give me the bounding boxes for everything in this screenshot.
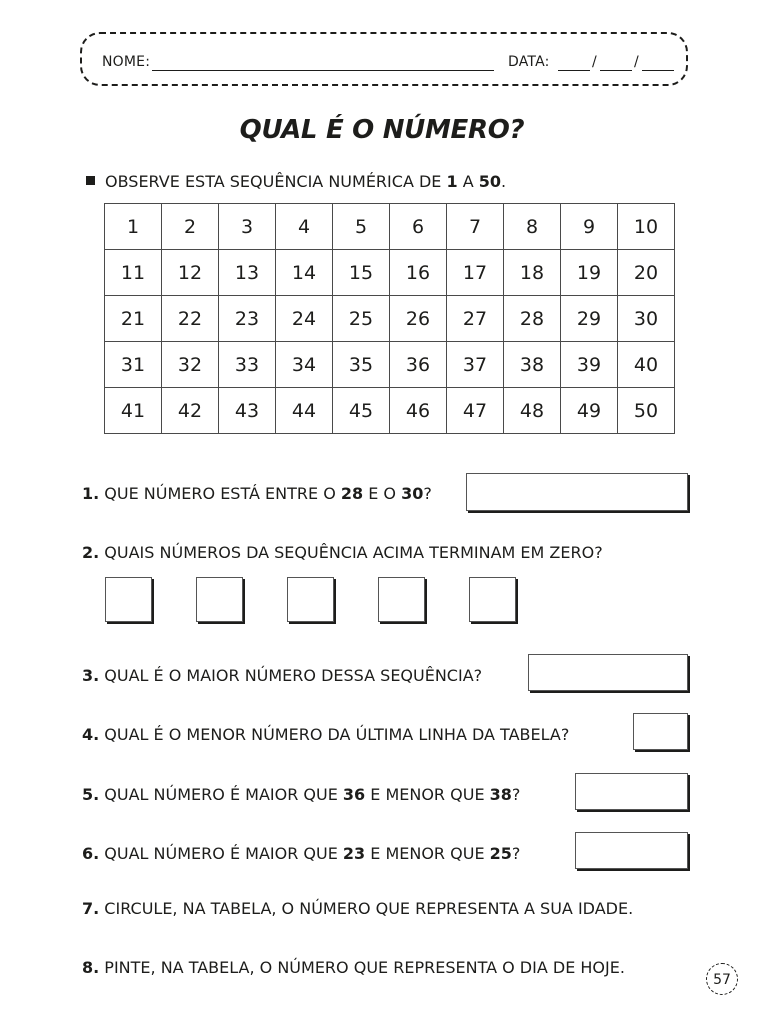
question-value: 25 (489, 844, 512, 863)
table-cell[interactable]: 15 (333, 250, 390, 296)
table-cell[interactable]: 21 (105, 296, 162, 342)
table-cell[interactable]: 36 (390, 342, 447, 388)
table-cell[interactable]: 42 (162, 388, 219, 434)
question-text: ? (511, 785, 521, 804)
page-title: QUAL É O NÚMERO? (239, 115, 525, 145)
name-label: NOME: (102, 54, 151, 70)
answer-box-4[interactable] (633, 713, 688, 750)
question-number: 7. (82, 899, 100, 918)
table-cell[interactable]: 20 (618, 250, 675, 296)
table-cell[interactable]: 49 (561, 388, 618, 434)
name-field[interactable] (152, 70, 494, 71)
table-cell[interactable]: 27 (447, 296, 504, 342)
question-text: QUAIS NÚMEROS DA SEQUÊNCIA ACIMA TERMINAM EM ZERO? (99, 543, 603, 562)
table-cell[interactable]: 17 (447, 250, 504, 296)
answer-box-2e[interactable] (469, 577, 516, 622)
table-cell[interactable]: 6 (390, 204, 447, 250)
question-text: QUE NÚMERO ESTÁ ENTRE O (99, 484, 341, 503)
table-cell[interactable]: 30 (618, 296, 675, 342)
table-cell[interactable]: 38 (504, 342, 561, 388)
question-6 (82, 844, 520, 863)
table-row (105, 342, 675, 388)
table-cell[interactable]: 31 (105, 342, 162, 388)
table-cell[interactable]: 46 (390, 388, 447, 434)
answer-box-5[interactable] (575, 773, 688, 810)
question-text: QUAL É O MAIOR NÚMERO DESSA SEQUÊNCIA? (99, 666, 483, 685)
table-cell[interactable]: 8 (504, 204, 561, 250)
table-cell[interactable]: 43 (219, 388, 276, 434)
table-cell[interactable]: 24 (276, 296, 333, 342)
question-1 (82, 484, 432, 503)
table-cell[interactable]: 4 (276, 204, 333, 250)
intro-text: . (501, 172, 507, 191)
intro-from: 1 (446, 172, 458, 191)
table-cell[interactable]: 7 (447, 204, 504, 250)
answer-box-2c[interactable] (287, 577, 334, 622)
table-cell[interactable]: 9 (561, 204, 618, 250)
date-separator: / (592, 54, 597, 70)
answer-box-2d[interactable] (378, 577, 425, 622)
question-3 (82, 666, 482, 685)
table-cell[interactable]: 26 (390, 296, 447, 342)
table-cell[interactable]: 12 (162, 250, 219, 296)
table-cell[interactable]: 39 (561, 342, 618, 388)
table-cell[interactable]: 28 (504, 296, 561, 342)
table-cell[interactable]: 35 (333, 342, 390, 388)
question-text: CIRCULE, NA TABELA, O NÚMERO QUE REPRESENTA A SUA IDADE. (99, 899, 634, 918)
question-text: QUAL É O MENOR NÚMERO DA ÚLTIMA LINHA DA TABELA? (99, 725, 570, 744)
table-cell[interactable]: 37 (447, 342, 504, 388)
question-number: 6. (82, 844, 100, 863)
answer-box-1[interactable] (466, 473, 688, 511)
question-5 (82, 785, 520, 804)
question-text: PINTE, NA TABELA, O NÚMERO QUE REPRESENTA O DIA DE HOJE. (99, 958, 625, 977)
question-number: 3. (82, 666, 100, 685)
table-cell[interactable]: 40 (618, 342, 675, 388)
date-month-field[interactable] (600, 70, 632, 71)
table-row (105, 296, 675, 342)
question-text: E MENOR QUE (365, 844, 490, 863)
question-8 (82, 958, 625, 977)
table-cell[interactable]: 14 (276, 250, 333, 296)
question-number: 2. (82, 543, 100, 562)
date-day-field[interactable] (558, 70, 590, 71)
table-row (105, 250, 675, 296)
question-text: E O (363, 484, 402, 503)
table-cell[interactable]: 32 (162, 342, 219, 388)
question-value: 28 (340, 484, 364, 503)
page-number: 57 (706, 963, 738, 995)
table-cell[interactable]: 19 (561, 250, 618, 296)
number-table (104, 203, 675, 434)
question-value: 30 (401, 484, 424, 503)
intro-text: A (457, 172, 479, 191)
table-cell[interactable]: 44 (276, 388, 333, 434)
table-cell[interactable]: 50 (618, 388, 675, 434)
table-cell[interactable]: 22 (162, 296, 219, 342)
table-cell[interactable]: 23 (219, 296, 276, 342)
question-text: ? (511, 844, 521, 863)
table-cell[interactable]: 41 (105, 388, 162, 434)
table-cell[interactable]: 2 (162, 204, 219, 250)
answer-box-2b[interactable] (196, 577, 243, 622)
table-cell[interactable]: 47 (447, 388, 504, 434)
header-box (80, 32, 688, 86)
table-cell[interactable]: 33 (219, 342, 276, 388)
answer-box-6[interactable] (575, 832, 688, 869)
answer-box-2a[interactable] (105, 577, 152, 622)
date-separator: / (634, 54, 639, 70)
table-cell[interactable]: 13 (219, 250, 276, 296)
question-value: 36 (342, 785, 366, 804)
date-label: DATA: (508, 54, 550, 70)
question-value: 38 (489, 785, 512, 804)
question-number: 5. (82, 785, 100, 804)
intro-instruction (86, 172, 506, 191)
table-cell[interactable]: 3 (219, 204, 276, 250)
table-cell[interactable]: 34 (276, 342, 333, 388)
square-bullet-icon (86, 176, 95, 185)
question-text: ? (423, 484, 432, 503)
table-row (105, 388, 675, 434)
question-2 (82, 543, 603, 562)
intro-to: 50 (478, 172, 502, 191)
table-cell[interactable]: 18 (504, 250, 561, 296)
question-7 (82, 899, 633, 918)
question-4 (82, 725, 569, 744)
table-cell[interactable]: 1 (105, 204, 162, 250)
table-cell[interactable]: 48 (504, 388, 561, 434)
question-value: 23 (342, 844, 366, 863)
table-cell[interactable]: 10 (618, 204, 675, 250)
date-year-field[interactable] (642, 70, 674, 71)
table-cell[interactable]: 16 (390, 250, 447, 296)
intro-text: OBSERVE ESTA SEQUÊNCIA NUMÉRICA DE (105, 172, 447, 191)
question-text: QUAL NÚMERO É MAIOR QUE (99, 844, 343, 863)
table-cell[interactable]: 29 (561, 296, 618, 342)
table-cell[interactable]: 11 (105, 250, 162, 296)
question-number: 8. (82, 958, 100, 977)
answer-box-3[interactable] (528, 654, 688, 691)
question-number: 1. (82, 484, 100, 503)
table-row (105, 204, 675, 250)
table-cell[interactable]: 5 (333, 204, 390, 250)
question-text: E MENOR QUE (365, 785, 490, 804)
table-cell[interactable]: 45 (333, 388, 390, 434)
question-text: QUAL NÚMERO É MAIOR QUE (99, 785, 343, 804)
question-number: 4. (82, 725, 100, 744)
table-cell[interactable]: 25 (333, 296, 390, 342)
